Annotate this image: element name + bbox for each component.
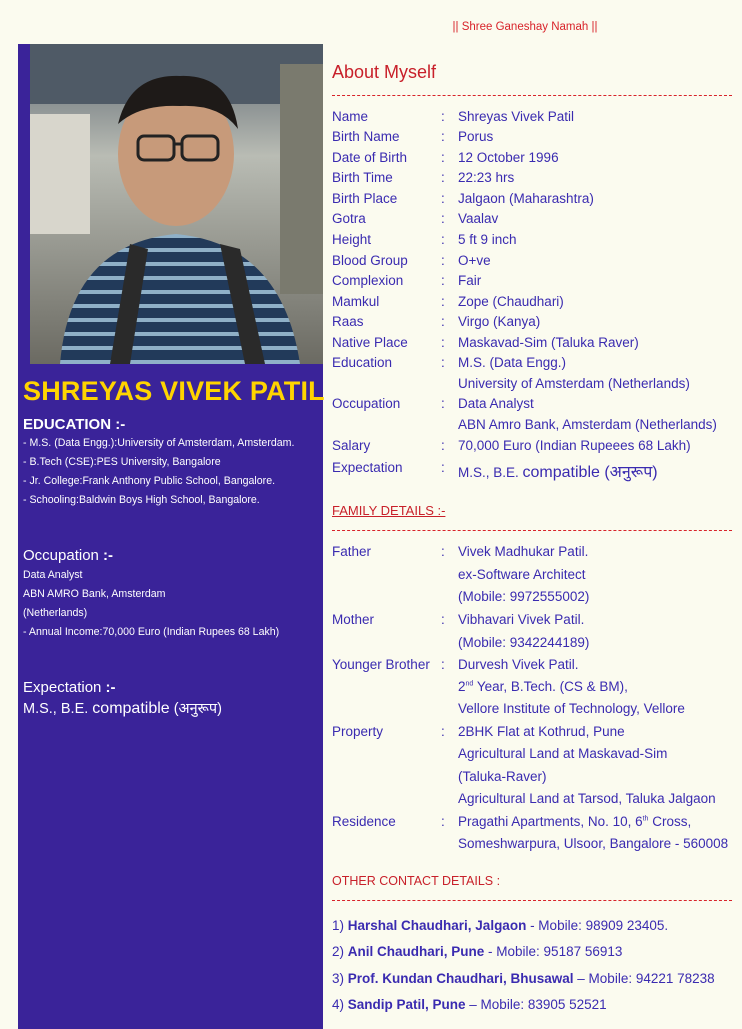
about-row-colon: :	[441, 232, 445, 247]
about-row-colon: :	[441, 109, 445, 124]
about-row-colon: :	[441, 294, 445, 309]
about-row-label: Birth Place	[332, 191, 398, 206]
occupation-heading: Occupation :-	[23, 547, 114, 564]
about-row-label: Mamkul	[332, 294, 380, 309]
about-row-value: 5 ft 9 inch	[458, 232, 517, 247]
about-heading: About Myself	[332, 62, 437, 82]
about-row-colon: :	[441, 129, 445, 144]
about-row-colon: :	[441, 170, 445, 185]
family-property-item: Agricultural Land at Tarsod, Taluka Jalgaon	[458, 791, 716, 806]
about-row-colon: :	[441, 335, 445, 350]
occupation-item: (Netherlands)	[23, 607, 88, 619]
invocation-header: || Shree Ganeshay Namah ||	[452, 21, 598, 33]
sidebar	[18, 44, 323, 1029]
about-row-label: Raas	[332, 314, 364, 329]
about-row-label: Salary	[332, 438, 371, 453]
education-item: - Schooling:Baldwin Boys High School, Bangalore.	[23, 494, 260, 506]
profile-photo	[30, 44, 323, 364]
about-row-value: Data Analyst	[458, 396, 534, 411]
about-row-label: Education	[332, 355, 393, 370]
family-mother-mobile: (Mobile: 9342244189)	[458, 635, 590, 650]
about-row-value: O+ve	[458, 253, 491, 268]
about-row-label: Blood Group	[332, 253, 408, 268]
family-residence-line2: Someshwarpura, Ulsoor, Bangalore - 560008	[458, 836, 729, 851]
contact-item: 3) Prof. Kundan Chaudhari, Bhusawal – Mobile: 94221 78238	[332, 971, 715, 986]
about-row-label: Name	[332, 109, 369, 124]
about-row-label: Date of Birth	[332, 150, 408, 165]
about-row-colon: :	[441, 273, 445, 288]
divider	[332, 530, 732, 531]
family-brother-year: 2nd Year, B.Tech. (CS & BM),	[458, 679, 628, 694]
about-row-value: M.S. (Data Engg.)	[458, 355, 567, 370]
family-property-item: Agricultural Land at Maskavad-Sim	[458, 746, 668, 761]
full-name-heading: SHREYAS VIVEK PATIL	[23, 376, 325, 406]
family-father-detail: ex-Software Architect	[458, 567, 586, 582]
family-property-item: (Taluka-Raver)	[458, 769, 547, 784]
profile-photo-illustration	[30, 44, 323, 364]
about-row-label: Height	[332, 232, 372, 247]
about-row-value: Shreyas Vivek Patil	[458, 109, 575, 124]
education-item: - M.S. (Data Engg.):University of Amsterdam, Amsterdam.	[23, 437, 295, 449]
occupation-item: Data Analyst	[23, 569, 83, 581]
about-row-colon: :	[441, 355, 445, 370]
about-row-value: 70,000 Euro (Indian Rupeees 68 Lakh)	[458, 438, 691, 453]
contact-item: 1) Harshal Chaudhari, Jalgaon - Mobile: 98909 23405.	[332, 918, 669, 933]
contact-item: 2) Anil Chaudhari, Pune - Mobile: 95187 56913	[332, 944, 623, 959]
occupation-item: ABN AMRO Bank, Amsterdam	[23, 588, 166, 600]
about-row-value: Zope (Chaudhari)	[458, 294, 564, 309]
about-row-colon: :	[441, 211, 445, 226]
about-row-label: Gotra	[332, 211, 366, 226]
about-row-value: Virgo (Kanya)	[458, 314, 541, 329]
education-item: - Jr. College:Frank Anthony Public School, Bangalore.	[23, 475, 276, 487]
about-row-label: Occupation	[332, 396, 401, 411]
about-row-value: Jalgaon (Maharashtra)	[458, 191, 594, 206]
about-row-colon: :	[441, 396, 445, 411]
expectation-heading: Expectation :-	[23, 679, 116, 696]
contacts-heading: OTHER CONTACT DETAILS :	[332, 874, 501, 888]
about-row-value: Fair	[458, 273, 482, 288]
about-row-value: Porus	[458, 129, 494, 144]
about-row-colon: :	[441, 314, 445, 329]
family-brother-college: Vellore Institute of Technology, Vellore	[458, 701, 685, 716]
about-row-label: Birth Time	[332, 170, 393, 185]
about-row-value: University of Amsterdam (Netherlands)	[458, 376, 690, 391]
education-item: - B.Tech (CSE):PES University, Bangalore	[23, 456, 221, 468]
family-heading: FAMILY DETAILS :-	[332, 503, 446, 518]
about-row-value: Maskavad-Sim (Taluka Raver)	[458, 335, 639, 350]
about-row-colon: :	[441, 150, 445, 165]
about-row-value: 12 October 1996	[458, 150, 559, 165]
contact-item: 4) Sandip Patil, Pune – Mobile: 83905 52521	[332, 997, 607, 1012]
about-row-value: Vaalav	[458, 211, 499, 226]
about-row-label: Native Place	[332, 335, 408, 350]
divider	[332, 900, 732, 901]
about-row-label: Complexion	[332, 273, 404, 288]
about-row-colon: :	[441, 438, 445, 453]
divider	[332, 95, 732, 96]
occupation-item: - Annual Income:70,000 Euro (Indian Rupees 68 Lakh)	[23, 626, 280, 638]
about-row-value: 22:23 hrs	[458, 170, 515, 185]
about-row-label: Birth Name	[332, 129, 400, 144]
education-heading: EDUCATION :-	[23, 416, 126, 433]
about-row-colon: :	[441, 191, 445, 206]
about-row-value: ABN Amro Bank, Amsterdam (Netherlands)	[458, 417, 717, 432]
expectation-text: M.S., B.E. compatible (अनुरूप)	[23, 700, 222, 717]
family-father-mobile: (Mobile: 9972555002)	[458, 589, 590, 604]
about-row-colon: :	[441, 253, 445, 268]
